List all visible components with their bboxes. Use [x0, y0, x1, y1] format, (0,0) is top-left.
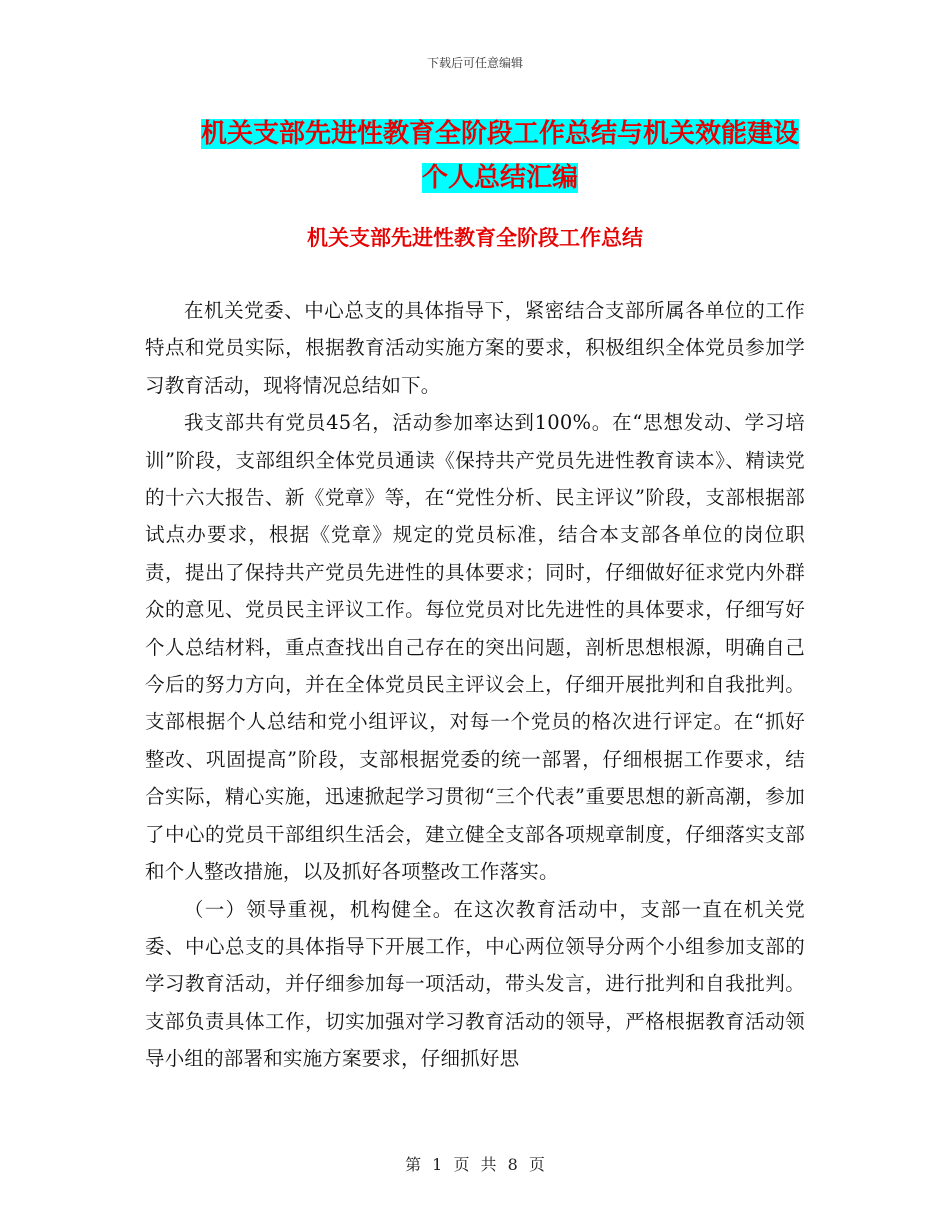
paragraph-intro: 在机关党委、中心总支的具体指导下，紧密结合支部所属各单位的工作特点和党员实际，根据教育活动实施方案的要求，积极组织全体党员参加学习教育活动，现将情况总结如下。: [145, 299, 805, 397]
document-title-line-1: 机关支部先进性教育全阶段工作总结与机关效能建设: [200, 119, 799, 149]
document-body: [145, 292, 805, 1078]
paragraph-summary: 我支部共有党员45名，活动参加率达到100%。在“思想发动、学习培训”阶段，支部组织全体党员通读《保持共产党员先进性教育读本》、精读党的十六大报告、新《党章》等，在“党性分析、民主评议”阶段，支部根据部试点办要求，根据《党章》规定的党员标准，结合本支部各单位的岗位职责，提出了保持共产党员先进性的具体要求；同时，仔细做好征求党内外群众的意见、党员民主评议工作。每位党员对比先进性的具体要求，仔细写好个人总结材料，重点查找出自己存在的突出问题，剖析思想根源，明确自己今后的努力方向，并在全体党员民主评议会上，仔细开展批判和自我批判。支部根据个人总结和党小组评议，对每一个党员的格次进行评定。在“抓好整改、巩固提高”阶段，支部根据党委的统一部署，仔细根据工作要求，结合实际，精心实施，迅速掀起学习贯彻“三个代表”重要思想的新高潮，参加了中心的党员干部组织生活会，建立健全支部各项规章制度，仔细落实支部和个人整改措施，以及抓好各项整改工作落实。: [145, 411, 805, 884]
paragraph-section-1: （一）领导重视，机构健全。在这次教育活动中，支部一直在机关党委、中心总支的具体指导下开展工作，中心两位领导分两个小组参加支部的学习教育活动，并仔细参加每一项活动，带头发言，进行批判和自我批判。支部负责具体工作，切实加强对学习教育活动的领导，严格根据教育活动领导小组的部署和实施方案要求，仔细抓好思: [145, 897, 805, 1071]
document-title: [150, 112, 850, 200]
page-header-note: 下载后可任意编辑: [426, 56, 523, 70]
document-title-line-2: 个人总结汇编: [421, 163, 578, 193]
section-title: 机关支部先进性教育全阶段工作总结: [307, 225, 643, 250]
page-number-footer: 第 1 页 共 8 页: [405, 1155, 545, 1174]
